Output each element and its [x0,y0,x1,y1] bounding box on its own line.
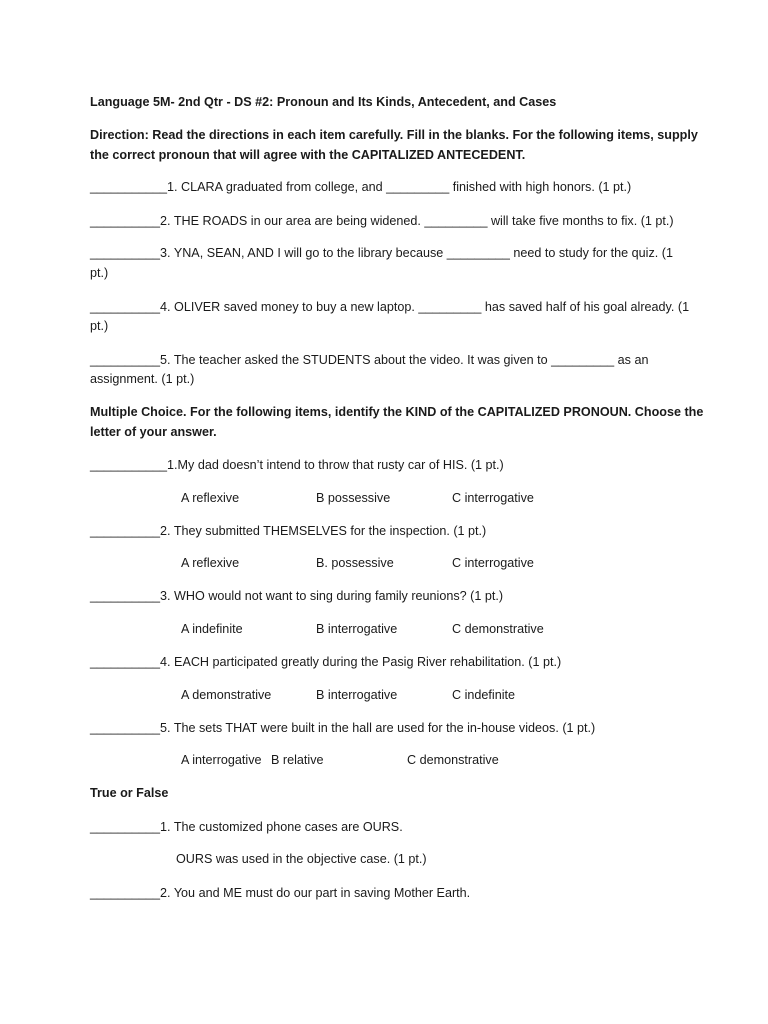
mc-item-3: __________3. WHO would not want to sing during family reunions? (1 pt.) [90,589,504,603]
mc-item-2: __________2. They submitted THEMSELVES for the inspection. (1 pt.) [90,524,487,538]
tf-item-2: __________2. You and ME must do our part in saving Mother Earth. [90,886,471,900]
mc-item-2-option-b: B. possessive [316,556,394,570]
tf-item-1: __________1. The customized phone cases are OURS. [90,820,403,834]
worksheet-title: Language 5M- 2nd Qtr - DS #2: Pronoun and Its Kinds, Antecedent, and Cases [90,95,557,109]
direction-line-1: Direction: Read the directions in each item carefully. Fill in the blanks. For the following items, supply [90,128,698,142]
fill-in-item-5: __________5. The teacher asked the STUDENTS about the video. It was given to _________ as an [90,353,649,367]
fill-in-item-3: __________3. YNA, SEAN, AND I will go to the library because _________ need to study for the quiz. (1 [90,246,673,260]
mc-item-3-option-b: B interrogative [316,622,398,636]
mc-item-5-option-a: A interrogative [181,753,262,767]
multiple-choice-heading-1: Multiple Choice. For the following items, identify the KIND of the CAPITALIZED PRONOUN. Choose the [90,405,704,419]
mc-item-5-option-c: C demonstrative [407,753,499,767]
mc-item-1-option-c: C interrogative [452,491,534,505]
fill-in-item-4: __________4. OLIVER saved money to buy a new laptop. _________ has saved half of his goal already. (1 [90,300,690,314]
mc-item-5-option-b: B relative [271,753,324,767]
mc-item-3-option-a: A indefinite [181,622,243,636]
fill-in-item-5-cont: assignment. (1 pt.) [90,372,195,386]
multiple-choice-heading-2: letter of your answer. [90,425,217,439]
fill-in-item-3-cont: pt.) [90,266,109,280]
true-false-heading: True or False [90,786,169,800]
mc-item-2-option-a: A reflexive [181,556,240,570]
mc-item-4-option-b: B interrogative [316,688,398,702]
mc-item-4: __________4. EACH participated greatly during the Pasig River rehabilitation. (1 pt.) [90,655,562,669]
tf-item-1-statement: OURS was used in the objective case. (1 pt.) [176,852,427,866]
mc-item-4-option-c: C indefinite [452,688,516,702]
mc-item-2-option-c: C interrogative [452,556,534,570]
mc-item-1: ___________1.My dad doesn’t intend to throw that rusty car of HIS. (1 pt.) [90,458,504,472]
fill-in-item-2: __________2. THE ROADS in our area are being widened. _________ will take five months to fix. (1 pt.) [90,214,674,228]
mc-item-4-option-a: A demonstrative [181,688,272,702]
fill-in-item-4-cont: pt.) [90,319,109,333]
mc-item-1-option-a: A reflexive [181,491,240,505]
fill-in-item-1: ___________1. CLARA graduated from college, and _________ finished with high honors. (1 pt.) [90,180,632,194]
mc-item-5: __________5. The sets THAT were built in the hall are used for the in-house videos. (1 pt.) [90,721,596,735]
direction-line-2: the correct pronoun that will agree with the CAPITALIZED ANTECEDENT. [90,148,526,162]
mc-item-3-option-c: C demonstrative [452,622,544,636]
mc-item-1-option-b: B possessive [316,491,391,505]
